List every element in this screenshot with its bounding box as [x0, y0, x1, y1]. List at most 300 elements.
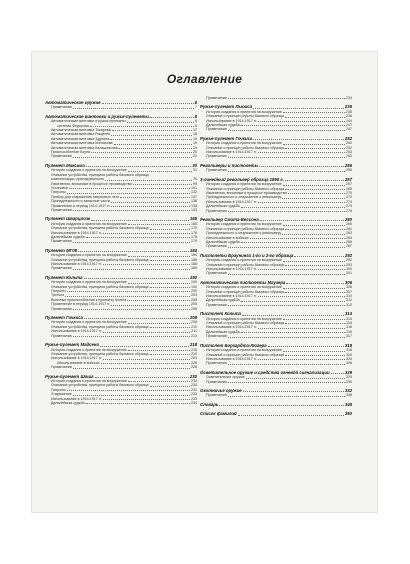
- dot-leader: [285, 180, 344, 181]
- toc-page-number: 236: [346, 114, 352, 119]
- dot-leader: [128, 350, 190, 351]
- toc-entry-text: История создания и принятия на вооружение: [51, 221, 127, 226]
- dot-leader: [283, 288, 345, 289]
- toc-page-number: 234: [191, 400, 197, 405]
- dot-leader: [285, 148, 345, 149]
- toc-page-number: 137: [191, 194, 197, 199]
- toc-section: [200, 253, 352, 276]
- toc-page-number: 190: [191, 280, 197, 285]
- toc-page-number: 300: [346, 267, 352, 271]
- toc-entry-text: Использование в войсках: [206, 235, 249, 240]
- toc-entry-text: Принадлежность и снаряжение к револьверу: [206, 195, 282, 200]
- toc-entry-text: Применение в период 1914-1917 гг.: [51, 203, 111, 208]
- toc-entry-text: Применение в период 1914-1917 гг.: [51, 302, 111, 307]
- dot-leader: [228, 247, 345, 248]
- toc-page-number: 283: [346, 231, 352, 236]
- toc-entry-text: История создания и принятия на вооружение: [206, 109, 282, 114]
- toc-entry-text: Примечания: [51, 365, 72, 370]
- toc-page-number: 332: [344, 387, 352, 393]
- toc-page-number: 165: [189, 216, 197, 222]
- toc-entry-text: Использование в 1914-1917 гг.: [206, 118, 257, 123]
- toc-entry-text: Примечания: [51, 239, 72, 244]
- toc-entry-text: Описание устройства, принципа работы базового образца: [51, 284, 149, 289]
- toc-entry-text: Описание и принцип работы базового образца: [206, 186, 285, 191]
- toc-page-number: 257: [344, 176, 352, 182]
- toc-page-number: 274: [346, 204, 352, 209]
- toc-entry-text: Примечания: [206, 96, 227, 100]
- toc-entry-text: Дальнейшая судьба: [206, 329, 240, 334]
- dot-leader: [73, 269, 190, 270]
- toc-entry: [200, 96, 352, 100]
- toc-section-heading: [200, 411, 352, 416]
- toc-page-number: 235: [346, 109, 352, 114]
- dot-leader: [241, 207, 345, 208]
- toc-entry-text: Охотничье оружие: [200, 387, 242, 393]
- toc-entry: [200, 271, 352, 275]
- toc-entry-text: История создания и принятия на вооружение: [51, 253, 127, 258]
- toc-page-number: 318: [346, 348, 352, 353]
- toc-page-number: 257: [346, 182, 352, 187]
- toc-section: [45, 275, 197, 311]
- toc-entry-text: Примечания: [206, 271, 227, 276]
- dot-leader: [258, 121, 345, 122]
- toc-entry-text: Описание устройства, принципа работы базового образца,: [51, 172, 150, 177]
- dot-leader: [103, 264, 190, 265]
- dot-leader: [228, 171, 345, 172]
- dot-leader: [285, 355, 345, 356]
- toc-page-number: 350: [344, 411, 352, 417]
- toc-page-number: 281: [346, 226, 352, 231]
- toc-entry-text: Словарь: [200, 401, 219, 407]
- toc-page-number: 285: [346, 239, 352, 244]
- toc-entry-text: Описание устройства, принципа работы базового образца: [51, 383, 149, 388]
- toc-entry-text: Описание и принцип работы базового образца: [206, 226, 285, 231]
- toc-entry-text: Установки: [51, 185, 68, 190]
- dot-leader: [258, 328, 345, 329]
- toc-page-number: 315: [346, 321, 352, 326]
- dot-leader: [111, 135, 192, 136]
- toc-page-number: 190: [189, 274, 197, 280]
- toc-entry-text: системы Федорова: [57, 123, 89, 128]
- toc-page-number: 6: [194, 100, 197, 105]
- toc-entry: [200, 154, 352, 158]
- dot-leader: [219, 405, 343, 406]
- toc-entry-text: Описание устройства, принципа работы базового образца: [51, 324, 149, 329]
- toc-page-number: 8: [195, 123, 197, 128]
- dot-leader: [283, 319, 345, 320]
- toc-page-number: 213: [191, 333, 197, 338]
- dot-leader: [283, 261, 345, 262]
- toc-page-number: 19: [193, 141, 197, 146]
- toc-entry-text: Пистолеты Браунинга 1-го и 2-го образца: [200, 252, 294, 258]
- toc-entry-text: Примечания: [206, 379, 227, 384]
- toc-entry-text: Дальнейшая судьба: [51, 400, 85, 405]
- toc-entry-text: Пулемет Максима: [45, 162, 85, 168]
- toc-page-number: 233: [191, 396, 197, 401]
- toc-entry-text: Примечания: [206, 168, 227, 173]
- toc-section: [200, 388, 352, 398]
- dot-leader: [103, 399, 190, 400]
- toc-page-number: 7: [195, 105, 197, 110]
- toc-page-number: 317: [346, 334, 352, 339]
- toc-entry: [45, 239, 197, 243]
- toc-entry-text: Примечания: [51, 105, 72, 110]
- dot-leader: [285, 117, 345, 118]
- toc-entry-text: Автоматическая винтовка Ксеникова: [51, 141, 113, 146]
- toc-entry-text: Пулемет МГ08: [45, 247, 78, 253]
- toc-section: [45, 342, 197, 369]
- dot-leader: [128, 381, 190, 382]
- dot-leader: [127, 122, 194, 123]
- toc-page-number: 170: [191, 226, 197, 231]
- toc-left-column: [45, 96, 197, 405]
- toc-entry-text: Патроны: [51, 387, 66, 392]
- toc-page-number: 218: [191, 347, 197, 352]
- toc-entry-text: 3-линейный револьвер образца 1895 г.: [200, 176, 284, 182]
- toc-section: [200, 280, 352, 307]
- toc-entry: [200, 303, 352, 307]
- dot-leader: [112, 130, 192, 131]
- toc-page-number: 280: [346, 222, 352, 227]
- toc-page-number: 326: [346, 361, 352, 366]
- toc-entry-text: Принадлежность и снаряжение к револьверу: [206, 231, 282, 236]
- toc-section: [200, 104, 352, 131]
- dot-leader: [242, 315, 344, 316]
- toc-page-number: 234: [346, 96, 352, 100]
- toc-page-number: 284: [346, 235, 352, 240]
- toc-page-number: 184: [189, 247, 197, 253]
- toc-entry-text: Описание и принцип работы базового образца: [206, 321, 285, 326]
- toc-entry-text: История создания и принятия на вооружение: [51, 347, 127, 352]
- toc-entry-text: Приспособление Коуна: [51, 150, 90, 155]
- toc-section: [45, 216, 197, 243]
- toc-page-number: 224: [191, 356, 197, 361]
- toc-entry-text: История создания и принятия на вооружение: [206, 285, 282, 290]
- toc-page-number: 256: [346, 168, 352, 173]
- toc-page-number: 312: [346, 302, 352, 307]
- toc-entry-text: Описание и принцип работы базового образца: [206, 262, 285, 267]
- dot-leader: [78, 251, 189, 252]
- dot-leader: [67, 390, 190, 391]
- dot-leader: [241, 301, 345, 302]
- dot-leader: [253, 139, 343, 140]
- toc-page-number: 247: [346, 123, 352, 128]
- toc-entry-text: Описание и принцип работы базового образца: [206, 145, 285, 150]
- dot-leader: [73, 395, 190, 396]
- dot-leader: [228, 98, 345, 99]
- toc-page-number: 348: [344, 401, 352, 407]
- toc-entry-text: Примечания: [206, 127, 227, 132]
- dot-leader: [241, 242, 345, 243]
- toc-entry: [200, 244, 352, 248]
- toc-page-number: 318: [344, 342, 352, 348]
- dot-leader: [84, 278, 189, 279]
- dot-leader: [285, 265, 345, 266]
- toc-page-number: 280: [344, 216, 352, 222]
- toc-entry-text: Использование в 1914-1917 гг.: [51, 230, 102, 235]
- toc-entry-text: Пистолет Кольта: [200, 311, 241, 317]
- toc-section: [200, 96, 352, 100]
- toc-page-number: 19: [193, 145, 197, 150]
- toc-entry-text: Автоматические винтовки и ружья-пулеметы: [45, 113, 150, 119]
- toc-entry-text: Описание и принцип работы базового образца: [206, 114, 285, 119]
- toc-entry-text: Патроны: [51, 289, 66, 294]
- dot-leader: [285, 323, 345, 324]
- toc-page-number: 211: [191, 329, 197, 334]
- toc-page-number: 310: [346, 294, 352, 299]
- dot-leader: [103, 233, 190, 234]
- toc-entry-text: Примечания: [206, 244, 227, 249]
- toc-page-number: 19: [193, 136, 197, 141]
- toc-page-number: 206: [191, 306, 197, 311]
- dot-leader: [128, 283, 190, 284]
- toc-entry-text: Дальнейшая судьба: [206, 204, 240, 209]
- toc-entry-text: Револьверы и пистолеты: [200, 162, 259, 168]
- toc-page-number: 272: [346, 195, 352, 200]
- dot-leader: [246, 378, 345, 379]
- toc-entry: [45, 208, 197, 212]
- dot-leader: [282, 234, 345, 235]
- toc-page-number: 138: [191, 199, 197, 204]
- toc-entry: [45, 154, 197, 158]
- toc-section: [45, 315, 197, 338]
- dot-leader: [258, 359, 345, 360]
- toc-entry: [200, 380, 352, 384]
- toc-page-number: 247: [346, 127, 352, 132]
- dot-leader: [114, 144, 192, 145]
- dot-leader: [90, 126, 194, 127]
- toc-entry-text: Ружье-пулемет Льюиса: [200, 104, 253, 110]
- toc-entry-text: Использование в 1914-1917 гг.: [206, 199, 257, 204]
- dot-leader: [259, 166, 344, 167]
- toc-entry-text: Использование в 1914-1917 гг.: [206, 325, 257, 330]
- dot-leader: [228, 274, 345, 275]
- toc-entry-text: Изменения, вносимые в процессе производства: [206, 190, 287, 195]
- toc-entry-text: Примечания: [206, 393, 227, 398]
- toc-entry: [45, 266, 197, 270]
- toc-entry: [45, 365, 197, 369]
- toc-entry-text: Вьючные приспособления к пулемету Кольта: [51, 297, 127, 302]
- toc-page-number: 208: [191, 320, 197, 325]
- toc-entry-text: Описание и принцип работы базового образца: [206, 289, 285, 294]
- toc-entry: [45, 105, 197, 109]
- toc-page-number: 226: [191, 360, 197, 365]
- dot-leader: [73, 336, 190, 337]
- dot-leader: [65, 296, 190, 297]
- toc-entry-text: Список фамилий: [200, 411, 237, 417]
- toc-entry: [45, 334, 197, 338]
- dot-leader: [228, 130, 345, 131]
- dot-leader: [283, 144, 345, 145]
- toc-entry-text: Ружье-пулемет Мадсена: [45, 342, 99, 348]
- toc-entry-text: Ружье-пулемет Шоша: [45, 373, 94, 379]
- dot-leader: [73, 368, 190, 369]
- toc-section: [45, 248, 197, 271]
- toc-page-number: 17: [193, 128, 197, 133]
- dot-leader: [73, 108, 194, 109]
- toc-entry-text: Автоматическая винтовка Токарева: [51, 128, 111, 133]
- dot-leader: [150, 229, 190, 230]
- toc-page-number: 252: [344, 135, 352, 141]
- toc-page-number: 312: [346, 298, 352, 303]
- dot-leader: [331, 373, 344, 374]
- dot-leader: [283, 351, 345, 352]
- dot-leader: [294, 256, 344, 257]
- dot-leader: [120, 197, 190, 198]
- toc-entry-text: Треноги: [51, 293, 65, 298]
- toc-page-number: 218: [189, 342, 197, 348]
- toc-page-number: 178: [191, 234, 197, 239]
- toc-entry-text: Примечания: [51, 333, 72, 338]
- dot-leader: [91, 152, 192, 153]
- toc-page-number: 292: [344, 252, 352, 258]
- toc-entry-text: Примечания: [51, 207, 72, 212]
- toc-section: [200, 217, 352, 249]
- toc-page-number: 287: [346, 244, 352, 249]
- dot-leader: [258, 152, 345, 153]
- toc-page-number: 270: [346, 190, 352, 195]
- toc-entry: [200, 209, 352, 213]
- toc-page-number: 314: [346, 316, 352, 321]
- toc-page-number: 101: [191, 185, 197, 190]
- toc-page-number: 235: [344, 104, 352, 110]
- dot-leader: [73, 242, 190, 243]
- toc-page-number: 230: [191, 383, 197, 388]
- dot-leader: [228, 337, 345, 338]
- dot-leader: [150, 260, 190, 261]
- dot-leader: [258, 269, 345, 270]
- toc-page-number: 179: [191, 239, 197, 244]
- dot-leader: [127, 300, 190, 301]
- dot-leader: [67, 193, 190, 194]
- toc-section: [200, 311, 352, 338]
- toc-page-number: 20: [193, 150, 197, 155]
- toc-entry-text: Использование в 1914-1917 гг.: [206, 294, 257, 299]
- toc-section: [200, 136, 352, 159]
- dot-leader: [103, 332, 190, 333]
- toc-entry-text: Описание устройства, принципа работы базового образца: [51, 351, 149, 356]
- toc-page-number: 252: [346, 141, 352, 146]
- dot-leader: [258, 202, 345, 203]
- toc-entry-text: Использование в 1914-1917 гг.: [51, 329, 102, 334]
- toc-entry-text: История создания и принятия на вооружение: [51, 320, 127, 325]
- toc-entry-text: Пулемет Кольта: [45, 274, 83, 280]
- dot-leader: [288, 193, 345, 194]
- toc-page-number: 138: [191, 203, 197, 208]
- toc-entry-text: Использование в 1914-1917 гг.: [51, 356, 102, 361]
- dot-leader: [258, 296, 345, 297]
- dot-leader: [228, 305, 345, 306]
- dot-leader: [73, 157, 192, 158]
- dot-leader: [243, 391, 344, 392]
- dot-leader: [150, 354, 190, 355]
- dot-leader: [69, 188, 190, 189]
- toc-section: [45, 114, 197, 159]
- toc-entry-text: Дальнейшая судьба: [206, 239, 240, 244]
- dot-leader: [150, 287, 190, 288]
- toc-page-number: 18: [193, 132, 197, 137]
- dot-leader: [110, 139, 192, 140]
- toc-entry-text: Использование в 1914-1917 гг.: [51, 396, 102, 401]
- toc-entry-text: Примечания: [206, 154, 227, 159]
- dot-leader: [286, 283, 343, 284]
- book-page: [32, 52, 377, 512]
- toc-page-number: 293: [346, 262, 352, 267]
- toc-entry-text: История создания и принятия на вооружение: [206, 182, 282, 187]
- toc-section: [200, 177, 352, 213]
- dot-leader: [100, 346, 189, 347]
- toc-entry-text: Примечания: [206, 334, 227, 339]
- dot-leader: [84, 318, 189, 319]
- toc-page-number: 219: [191, 351, 197, 356]
- dot-leader: [111, 202, 190, 203]
- dot-leader: [86, 237, 190, 238]
- toc-page-number: 178: [191, 230, 197, 235]
- toc-entry-text: Снаряжение: [51, 392, 72, 397]
- toc-section: [200, 402, 352, 407]
- toc-entry-text: Дальнейшая судьба: [206, 123, 240, 128]
- toc-page-number: 99: [193, 181, 197, 186]
- toc-entry: [45, 307, 197, 311]
- dot-leader: [73, 309, 190, 310]
- toc-entry-text: Дальнейшая судьба: [206, 298, 240, 303]
- toc-entry-text: Осветительное оружие: [206, 375, 245, 380]
- toc-page-number: 306: [344, 279, 352, 285]
- toc-page-number: 30: [192, 162, 197, 168]
- toc-entry-text: Автоматическая винтовка Калашникова: [51, 145, 118, 150]
- dot-leader: [111, 206, 190, 207]
- toc-entry-text: Примечания: [51, 266, 72, 271]
- toc-entry-text: Примечания: [206, 302, 227, 307]
- toc-page-number: 208: [189, 315, 197, 321]
- dot-leader: [268, 346, 344, 347]
- toc-page-number: 205: [191, 297, 197, 302]
- dot-leader: [86, 403, 190, 404]
- dot-leader: [73, 210, 190, 211]
- toc-section: [200, 370, 352, 384]
- toc-page-number: 233: [191, 392, 197, 397]
- toc-entry-text: Автоматическое оружие: [45, 100, 101, 105]
- dot-leader: [260, 220, 344, 221]
- toc-entry-text: Примечания: [51, 154, 72, 159]
- dot-leader: [283, 112, 345, 113]
- toc-page-number: 329: [346, 375, 352, 380]
- toc-entry-text: Принадлежности и запасные части: [51, 199, 110, 204]
- toc-entry-text: История создания и принятия на вооружение: [51, 168, 127, 173]
- toc-page-number: 230: [191, 378, 197, 383]
- dot-leader: [228, 396, 345, 397]
- toc-entry-text: История создания и принятия на вооружение: [206, 258, 282, 263]
- toc-page-number: 188: [191, 262, 197, 266]
- dot-leader: [128, 171, 192, 172]
- toc-page-number: 31: [193, 168, 197, 173]
- toc-section-heading: [200, 402, 352, 407]
- toc-entry-text: Дальнейшая судьба: [51, 234, 85, 239]
- toc-page-number: 21: [193, 154, 197, 159]
- toc-entry-text: Примечания: [206, 361, 227, 366]
- toc-page-number: 324: [346, 356, 352, 361]
- toc-entry-text: Пистолет Борхардта-Люгера: [200, 342, 267, 348]
- dot-leader: [285, 229, 345, 230]
- dot-leader: [133, 184, 192, 185]
- dot-leader: [253, 108, 344, 109]
- dot-leader: [102, 103, 194, 104]
- toc-page-number: 205: [191, 302, 197, 307]
- toc-page-number: 320: [346, 352, 352, 357]
- toc-page-number: 330: [346, 379, 352, 384]
- toc-entry-text: Изменения, вносимые в процессе производства: [51, 181, 132, 186]
- toc-entry-text: Револьвер Смита-Вессона: [200, 216, 259, 222]
